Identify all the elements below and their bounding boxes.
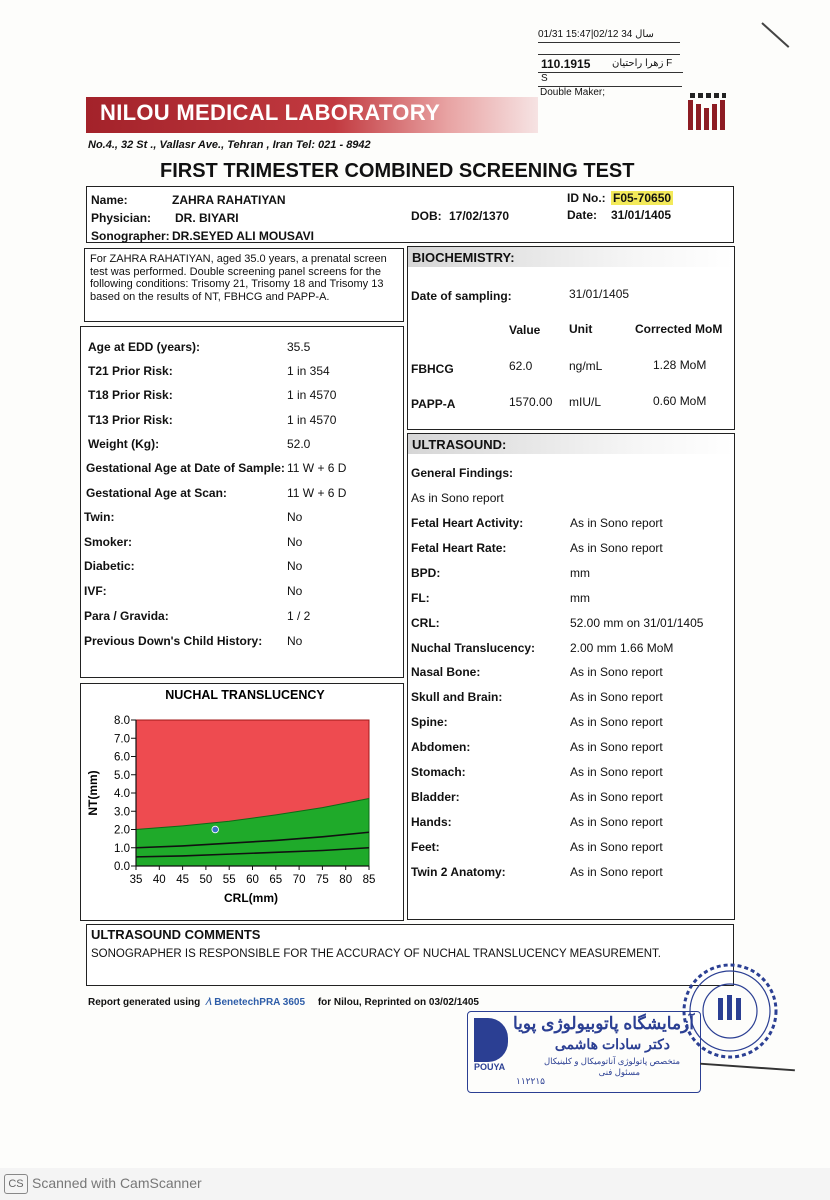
- lab-stamp: [467, 1011, 701, 1093]
- risk-row-value: 11 W + 6 D: [287, 486, 347, 500]
- comments-title: ULTRASOUND COMMENTS: [91, 927, 261, 942]
- x-tick-label: 60: [246, 874, 259, 886]
- patient-name: ZAHRA RAHATIYAN: [172, 193, 286, 207]
- ultrasound-row-label: Stomach:: [411, 765, 466, 779]
- x-tick-label: 35: [129, 874, 143, 886]
- stamp-doctor: دکتر سادات هاشمی: [554, 1036, 670, 1052]
- risk-row-label: T21 Prior Risk:: [88, 364, 173, 378]
- ultrasound-row-value: 52.00 mm on 31/01/1405: [570, 616, 704, 630]
- risk-row-label: IVF:: [84, 584, 107, 598]
- label-name: زهرا راحتیان F: [612, 58, 673, 69]
- y-tick-label: 8.0: [114, 715, 130, 727]
- y-tick-label: 4.0: [114, 788, 130, 800]
- ultrasound-row-value: As in Sono report: [570, 715, 663, 729]
- risk-row-label: T13 Prior Risk:: [88, 413, 173, 427]
- date-value: 31/01/1405: [611, 208, 672, 222]
- lab-address: No.4., 32 St ., Vallasr Ave., Tehran , Iran Tel: 021 - 8942: [88, 139, 371, 151]
- stamp-specialty: متخصص پاتولوژی آناتومیکال و کلینیکال: [543, 1056, 680, 1066]
- risk-row-value: 1 / 2: [287, 609, 311, 623]
- chart-plot-area: [114, 715, 375, 886]
- risk-row-label: Gestational Age at Date of Sample:: [86, 461, 285, 475]
- chart-title: NUCHAL TRANSLUCENCY: [165, 688, 325, 702]
- risk-row-value: 11 W + 6 D: [287, 461, 347, 475]
- ultrasound-row-label: Feet:: [411, 840, 440, 854]
- x-tick-label: 85: [362, 874, 376, 886]
- ultrasound-row-value: As in Sono report: [570, 541, 663, 555]
- risk-row-label: Gestational Age at Scan:: [86, 486, 227, 500]
- risk-row-value: No: [287, 634, 303, 648]
- risk-row-label: Para / Gravida:: [84, 609, 169, 623]
- risk-row-label: Weight (Kg):: [88, 437, 160, 451]
- physician-label: Physician:: [91, 211, 152, 225]
- lab-seal-icon: [681, 962, 779, 1060]
- y-tick-label: 7.0: [114, 733, 130, 746]
- nt-chart: [80, 683, 404, 921]
- x-tick-label: 70: [292, 874, 306, 886]
- y-tick-label: 0.0: [114, 861, 130, 873]
- x-tick-label: 65: [269, 874, 283, 886]
- risk-row-label: Age at EDD (years):: [88, 340, 201, 354]
- ultrasound-row-label: Hands:: [411, 815, 452, 829]
- y-tick-label: 5.0: [114, 769, 130, 782]
- lab-name: NILOU MEDICAL LABORATORY: [100, 100, 441, 125]
- dob-label: DOB:: [411, 209, 442, 223]
- ultrasound-row-label: BPD:: [411, 566, 441, 580]
- chart-x-axis-label: CRL(mm): [224, 891, 278, 905]
- x-tick-label: 55: [222, 874, 236, 886]
- risk-row-value: No: [287, 510, 303, 524]
- fbhcg-value: 62.0: [509, 359, 533, 373]
- ultrasound-row-label: Skull and Brain:: [411, 690, 503, 704]
- sonographer-name: DR.SEYED ALI MOUSAVI: [172, 229, 315, 243]
- ultrasound-row-value: As in Sono report: [570, 516, 663, 530]
- fbhcg-unit: ng/mL: [569, 359, 603, 373]
- risk-row-label: T18 Prior Risk:: [88, 388, 173, 402]
- label-line1: 01/31 15:47|02/12 سال 34: [538, 29, 680, 43]
- ultrasound-row-label: Fetal Heart Rate:: [411, 541, 507, 555]
- id-value: F05-70650: [613, 191, 672, 205]
- risk-row-value: No: [287, 535, 303, 549]
- general-findings-label: General Findings:: [411, 466, 514, 480]
- biochemistry-title: BIOCHEMISTRY:: [412, 250, 515, 265]
- y-tick-label: 1.0: [114, 842, 130, 855]
- pen-mark: [761, 22, 789, 48]
- ultrasound-row-label: FL:: [411, 591, 430, 605]
- col-header-value: Value: [509, 323, 541, 337]
- id-label: ID No.:: [567, 191, 606, 205]
- risk-row-value: 35.5: [287, 340, 311, 354]
- risk-row-value: 1 in 4570: [287, 388, 337, 402]
- page-title: FIRST TRIMESTER COMBINED SCREENING TEST: [160, 160, 635, 182]
- risk-row-value: 52.0: [287, 437, 311, 451]
- ultrasound-row-value: mm: [570, 591, 590, 605]
- label-divider: [538, 44, 680, 55]
- ultrasound-row-value: 2.00 mm 1.66 MoM: [570, 641, 674, 655]
- sampling-date-label: Date of sampling:: [411, 289, 512, 303]
- fbhcg-mom: 1.28 MoM: [653, 358, 707, 372]
- sampling-date-value: 31/01/1405: [569, 287, 630, 301]
- x-tick-label: 80: [339, 874, 353, 886]
- ultrasound-row-label: Nasal Bone:: [411, 665, 481, 679]
- x-tick-label: 45: [176, 874, 189, 886]
- pappa-value: 1570.00: [509, 395, 553, 409]
- ultrasound-row-value: As in Sono report: [570, 815, 663, 829]
- ultrasound-row-value: As in Sono report: [570, 740, 663, 754]
- ultrasound-row-label: Twin 2 Anatomy:: [411, 865, 506, 879]
- y-tick-label: 2.0: [114, 824, 130, 837]
- ultrasound-row-value: As in Sono report: [570, 840, 663, 854]
- pappa-unit: mIU/L: [569, 395, 602, 409]
- label-s: S: [538, 72, 683, 84]
- benetech-icon: ⁄\: [207, 997, 212, 1008]
- name-label: Name:: [91, 193, 128, 207]
- pouya-logo-icon: [474, 1018, 508, 1062]
- ultrasound-row-value: mm: [570, 566, 590, 580]
- camscanner-logo-icon: CS: [4, 1174, 28, 1194]
- risk-row-label: Diabetic:: [84, 559, 135, 573]
- ultrasound-row-value: As in Sono report: [570, 690, 663, 704]
- stamp-reg-number: ۱۱۲۲۱۵: [516, 1076, 546, 1086]
- chart-y-axis-label: NT(mm): [86, 770, 100, 816]
- stamp-role: مسئول فنی: [598, 1067, 640, 1077]
- x-tick-label: 40: [152, 874, 166, 886]
- x-tick-label: 50: [199, 874, 213, 886]
- label-test: Double Maker;: [538, 86, 682, 98]
- y-tick-label: 6.0: [114, 751, 130, 764]
- ultrasound-row-label: Nuchal Translucency:: [411, 641, 536, 655]
- risk-row-value: No: [287, 584, 303, 598]
- y-tick-label: 3.0: [114, 806, 130, 819]
- ultrasound-row-label: CRL:: [411, 616, 440, 630]
- col-header-mom: Corrected MoM: [635, 322, 723, 336]
- report-footer: Report generated using ⁄\ BenetechPRA 3605 for Nilou, Reprinted on 03/02/1405: [88, 997, 479, 1008]
- ultrasound-row-label: Abdomen:: [411, 740, 471, 754]
- ultrasound-row-label: Spine:: [411, 715, 448, 729]
- ultrasound-row-value: As in Sono report: [570, 790, 663, 804]
- x-tick-label: 75: [316, 874, 329, 886]
- dob-value: 17/02/1370: [449, 209, 510, 223]
- software-name: BenetechPRA 3605: [214, 997, 306, 1008]
- ultrasound-row-label: Bladder:: [411, 790, 460, 804]
- ultrasound-row-value: As in Sono report: [570, 765, 663, 779]
- risk-factors-box: [80, 326, 404, 678]
- stamp-lab-name: آزمایشگاه پاتوبیولوژی پویا: [512, 1014, 694, 1033]
- physician-name: DR. BIYARI: [175, 211, 239, 225]
- summary-text: For ZAHRA RAHATIYAN, aged 35.0 years, a prenatal screen test was performed. Double screening panel screens for the following conditions: Trisomy 21, Trisomy 18 and Trisomy 13 based on the results of NT, FBHCG and PAPP-A.: [84, 248, 404, 322]
- ultrasound-row-value: As in Sono report: [570, 865, 663, 879]
- stamp-brand: POUYA: [474, 1062, 506, 1072]
- risk-row-label: Previous Down's Child History:: [84, 634, 263, 648]
- fbhcg-label: FBHCG: [411, 362, 454, 376]
- risk-row-label: Smoker:: [84, 535, 133, 549]
- col-header-unit: Unit: [569, 322, 593, 336]
- general-findings-value: As in Sono report: [411, 491, 504, 505]
- date-label: Date:: [567, 208, 598, 222]
- pappa-label: PAPP-A: [411, 397, 456, 411]
- label-code: 110.1915: [541, 57, 591, 71]
- ultrasound-row-value: As in Sono report: [570, 665, 663, 679]
- risk-row-value: 1 in 4570: [287, 413, 337, 427]
- signature-mark: [700, 1063, 795, 1071]
- risk-row-label: Twin:: [84, 510, 115, 524]
- risk-row-value: No: [287, 559, 303, 573]
- ultrasound-title: ULTRASOUND:: [412, 437, 507, 452]
- ultrasound-row-label: Fetal Heart Activity:: [411, 516, 524, 530]
- pappa-mom: 0.60 MoM: [653, 394, 707, 408]
- risk-row-value: 1 in 354: [287, 364, 330, 378]
- scanner-text: Scanned with CamScanner: [32, 1175, 202, 1191]
- patient-nt-point: [212, 826, 219, 833]
- sonographer-label: Sonographer:: [91, 229, 170, 243]
- comments-text: SONOGRAPHER IS RESPONSIBLE FOR THE ACCURACY OF NUCHAL TRANSLUCENCY MEASUREMENT.: [91, 948, 662, 960]
